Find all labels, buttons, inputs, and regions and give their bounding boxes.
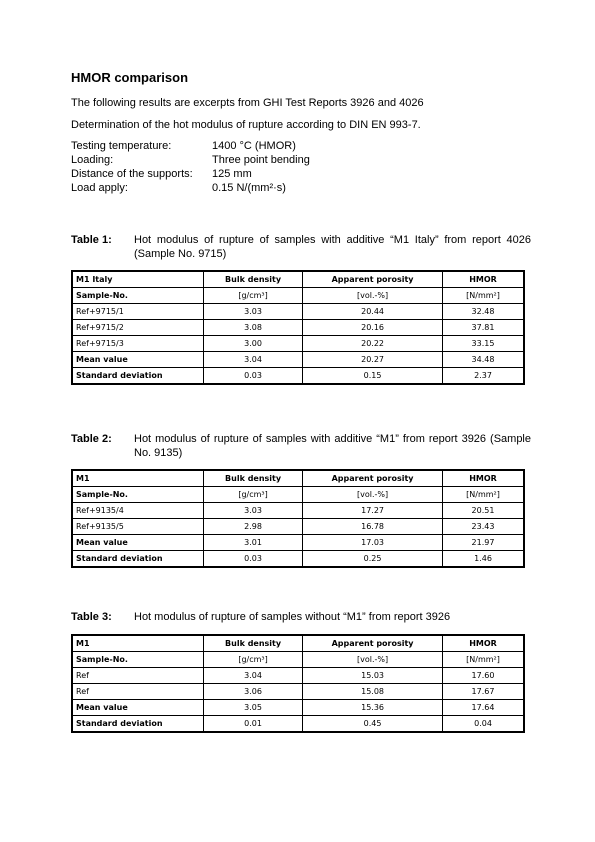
table-units-row <box>72 652 524 668</box>
units-cell: Sample-No. <box>72 487 204 503</box>
table-3-caption <box>71 610 531 624</box>
table-cell: 17.60 <box>443 668 525 684</box>
table-number: Table 3: <box>71 611 112 623</box>
intro-text: The following results are excerpts from GHI Test Reports 3926 and 4026 <box>71 97 424 109</box>
table-cell: Ref+9715/3 <box>72 336 204 352</box>
spec-value: 0.15 N/(mm²·s) <box>212 182 286 194</box>
table-cell: 15.36 <box>303 700 443 716</box>
spec-row <box>71 181 310 195</box>
table-row <box>72 304 524 320</box>
std-row <box>72 368 524 385</box>
table-cell: Mean value <box>72 535 204 551</box>
table-cell: Ref+9715/2 <box>72 320 204 336</box>
units-cell: [vol.-%] <box>303 487 443 503</box>
table-units-row <box>72 487 524 503</box>
table-cell: 20.22 <box>303 336 443 352</box>
spec-row <box>71 153 310 167</box>
table-cell: Ref+9135/4 <box>72 503 204 519</box>
spec-value: Three point bending <box>212 154 310 166</box>
table-cell: 20.51 <box>443 503 525 519</box>
units-cell: [g/cm³] <box>204 487 303 503</box>
std-row <box>72 551 524 568</box>
header-cell: M1 <box>72 635 204 652</box>
units-cell: Sample-No. <box>72 288 204 304</box>
units-cell: [g/cm³] <box>204 652 303 668</box>
units-cell: [N/mm²] <box>443 487 525 503</box>
table-cell: 2.37 <box>443 368 525 385</box>
table-row <box>72 684 524 700</box>
table-cell: Standard deviation <box>72 368 204 385</box>
table-cell: Ref <box>72 668 204 684</box>
units-cell: [N/mm²] <box>443 652 525 668</box>
spec-label: Load apply: <box>71 182 128 194</box>
table-row <box>72 519 524 535</box>
table-cell: 0.25 <box>303 551 443 568</box>
table-cell: Standard deviation <box>72 551 204 568</box>
units-cell: [vol.-%] <box>303 288 443 304</box>
determination-text: Determination of the hot modulus of rupture according to DIN EN 993-7. <box>71 119 421 131</box>
table-cell: 3.04 <box>204 352 303 368</box>
table-cell: 3.03 <box>204 503 303 519</box>
table-cell: 16.78 <box>303 519 443 535</box>
table-cell: 0.04 <box>443 716 525 733</box>
header-cell: HMOR <box>443 635 525 652</box>
table-cell: 17.64 <box>443 700 525 716</box>
table-caption-text: Hot modulus of rupture of samples with additive “M1” from report 3926 (Sample No. 9135) <box>134 433 531 459</box>
table-cell: 3.03 <box>204 304 303 320</box>
table-number: Table 1: <box>71 234 112 246</box>
page-title: HMOR comparison <box>71 70 189 85</box>
header-cell: HMOR <box>443 271 525 288</box>
header-cell: M1 <box>72 470 204 487</box>
table-cell: 17.03 <box>303 535 443 551</box>
table-header-row <box>72 470 524 487</box>
table-cell: 20.44 <box>303 304 443 320</box>
units-cell: [N/mm²] <box>443 288 525 304</box>
header-cell: Apparent porosity <box>303 635 443 652</box>
header-cell: Bulk density <box>204 271 303 288</box>
table-cell: 3.01 <box>204 535 303 551</box>
table-1-caption <box>71 233 531 261</box>
table-units-row <box>72 288 524 304</box>
table-cell: Ref+9715/1 <box>72 304 204 320</box>
units-cell: [vol.-%] <box>303 652 443 668</box>
spec-label: Distance of the supports: <box>71 168 193 180</box>
table-cell: 32.48 <box>443 304 525 320</box>
spec-value: 1400 °C (HMOR) <box>212 140 296 152</box>
table-cell: Standard deviation <box>72 716 204 733</box>
table-cell: 20.27 <box>303 352 443 368</box>
table-2 <box>71 469 525 568</box>
table-2-caption <box>71 432 531 460</box>
table-caption-text: Hot modulus of rupture of samples without “M1” from report 3926 <box>134 611 451 623</box>
table-caption-text: Hot modulus of rupture of samples with additive “M1 Italy” from report 4026 (Sample No. 9715) <box>134 234 531 260</box>
mean-row <box>72 535 524 551</box>
units-cell: [g/cm³] <box>204 288 303 304</box>
spec-label: Loading: <box>71 154 114 166</box>
table-cell: 17.27 <box>303 503 443 519</box>
mean-row <box>72 352 524 368</box>
table-cell: 0.45 <box>303 716 443 733</box>
table-row <box>72 336 524 352</box>
table-header-row <box>72 271 524 288</box>
table-cell: 0.03 <box>204 368 303 385</box>
header-cell: M1 Italy <box>72 271 204 288</box>
table-cell: 15.03 <box>303 668 443 684</box>
table-cell: 34.48 <box>443 352 525 368</box>
table-row <box>72 503 524 519</box>
table-header-row <box>72 635 524 652</box>
table-cell: 0.15 <box>303 368 443 385</box>
table-cell: 3.08 <box>204 320 303 336</box>
header-cell: Bulk density <box>204 635 303 652</box>
table-cell: Ref <box>72 684 204 700</box>
mean-row <box>72 700 524 716</box>
table-cell: 21.97 <box>443 535 525 551</box>
table-cell: 15.08 <box>303 684 443 700</box>
table-1 <box>71 270 525 385</box>
header-cell: Bulk density <box>204 470 303 487</box>
table-cell: 17.67 <box>443 684 525 700</box>
table-cell: 3.00 <box>204 336 303 352</box>
table-cell: 37.81 <box>443 320 525 336</box>
header-cell: Apparent porosity <box>303 271 443 288</box>
table-number: Table 2: <box>71 433 112 445</box>
table-cell: 3.05 <box>204 700 303 716</box>
table-cell: 1.46 <box>443 551 525 568</box>
table-cell: 3.06 <box>204 684 303 700</box>
table-cell: 20.16 <box>303 320 443 336</box>
units-cell: Sample-No. <box>72 652 204 668</box>
std-row <box>72 716 524 733</box>
spec-value: 125 mm <box>212 168 252 180</box>
table-row <box>72 668 524 684</box>
table-3 <box>71 634 525 733</box>
table-row <box>72 320 524 336</box>
table-cell: Mean value <box>72 700 204 716</box>
table-cell: 0.03 <box>204 551 303 568</box>
table-cell: Ref+9135/5 <box>72 519 204 535</box>
table-cell: 23.43 <box>443 519 525 535</box>
table-cell: Mean value <box>72 352 204 368</box>
table-cell: 3.04 <box>204 668 303 684</box>
header-cell: Apparent porosity <box>303 470 443 487</box>
table-cell: 33.15 <box>443 336 525 352</box>
spec-row <box>71 167 310 181</box>
spec-row <box>71 139 310 153</box>
header-cell: HMOR <box>443 470 525 487</box>
table-cell: 0.01 <box>204 716 303 733</box>
spec-label: Testing temperature: <box>71 140 172 152</box>
table-cell: 2.98 <box>204 519 303 535</box>
test-conditions <box>71 139 310 195</box>
